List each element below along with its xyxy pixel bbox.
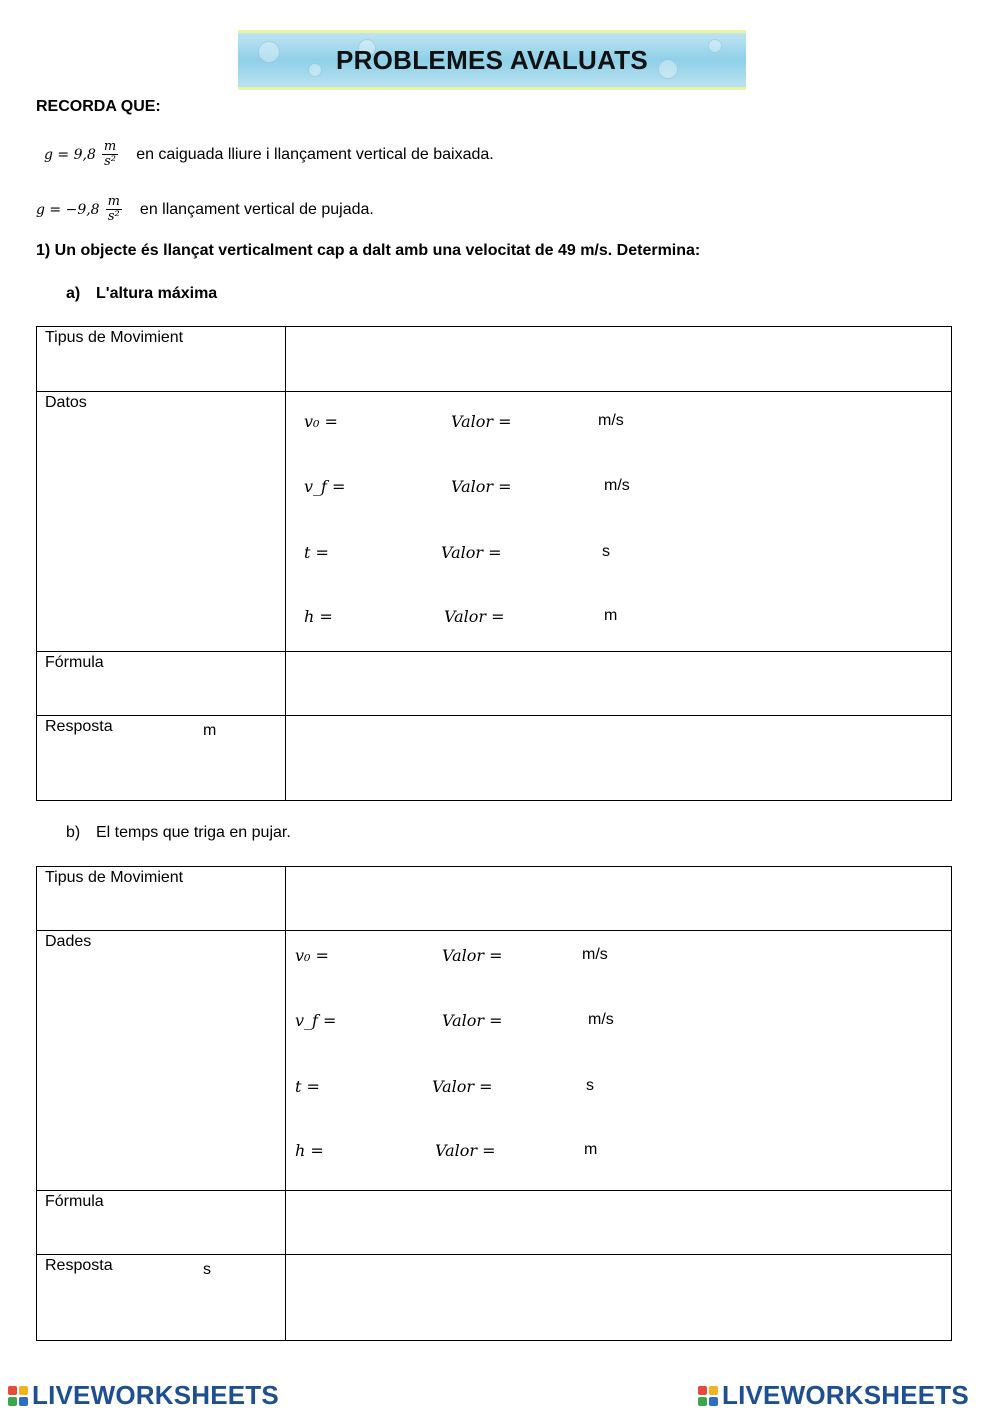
reminder-heading: RECORDA QUE:	[36, 98, 161, 115]
answer-label: Resposta m	[37, 716, 286, 801]
liveworksheets-logo-icon	[698, 1386, 718, 1406]
type-answer-cell[interactable]	[286, 867, 952, 931]
data-row: h = Valor = m	[304, 607, 618, 626]
answer-cell[interactable]	[286, 716, 952, 801]
data-label: Datos	[37, 392, 286, 652]
data-row: t = Valor = s	[295, 1077, 594, 1096]
gravity-positive: g = 9,8 $\frac{m}{\text{s²}}$	[44, 139, 117, 170]
formula-freefall-text: en caiguada lliure i llançament vertical de baixada.	[136, 145, 494, 163]
question-statement: 1) Un objecte és llançat verticalment cap a dalt amb una velocitat de 49 m/s. Determina:	[36, 242, 701, 259]
data-row: v_f = Valor = m/s	[304, 477, 630, 496]
formula-upward-text: en llançament vertical de pujada.	[139, 200, 374, 218]
data-row: h = Valor = m	[295, 1141, 598, 1160]
part-b-table	[36, 866, 952, 1341]
gravity-negative: g = −9,8 $\frac{m}{\text{s²}}$	[36, 194, 120, 225]
answer-label: Resposta s	[37, 1255, 286, 1341]
part-a-table	[36, 326, 952, 801]
formula-label: Fórmula	[37, 1191, 286, 1255]
answer-unit: s	[203, 1261, 211, 1278]
formula-answer-cell[interactable]	[286, 652, 952, 716]
liveworksheets-logo-icon	[8, 1386, 28, 1406]
footer-brand-right: LIVEWORKSHEETS	[698, 1380, 969, 1411]
data-row: t = Valor = s	[304, 543, 610, 562]
part-a-heading: a) L'altura máxima	[66, 285, 218, 302]
formula-freefall	[44, 140, 494, 170]
answer-cell[interactable]	[286, 1255, 952, 1341]
type-label: Tipus de Movimient	[37, 867, 286, 931]
data-row: v₀ = Valor = m/s	[295, 946, 608, 965]
data-cell	[286, 931, 952, 1191]
formula-upward	[36, 195, 374, 225]
type-answer-cell[interactable]	[286, 327, 952, 392]
data-row: v₀ = Valor = m/s	[304, 412, 624, 431]
formula-answer-cell[interactable]	[286, 1191, 952, 1255]
type-label: Tipus de Movimient	[37, 327, 286, 392]
data-label: Dades	[37, 931, 286, 1191]
answer-unit: m	[203, 722, 217, 739]
title-banner	[238, 30, 746, 90]
part-b-heading: b) El temps que triga en pujar.	[66, 824, 291, 841]
data-row: v_f = Valor = m/s	[295, 1011, 614, 1030]
footer-brand-left: LIVEWORKSHEETS	[8, 1380, 279, 1411]
formula-label: Fórmula	[37, 652, 286, 716]
data-cell	[286, 392, 952, 652]
page-title: PROBLEMES AVALUATS	[335, 44, 649, 75]
